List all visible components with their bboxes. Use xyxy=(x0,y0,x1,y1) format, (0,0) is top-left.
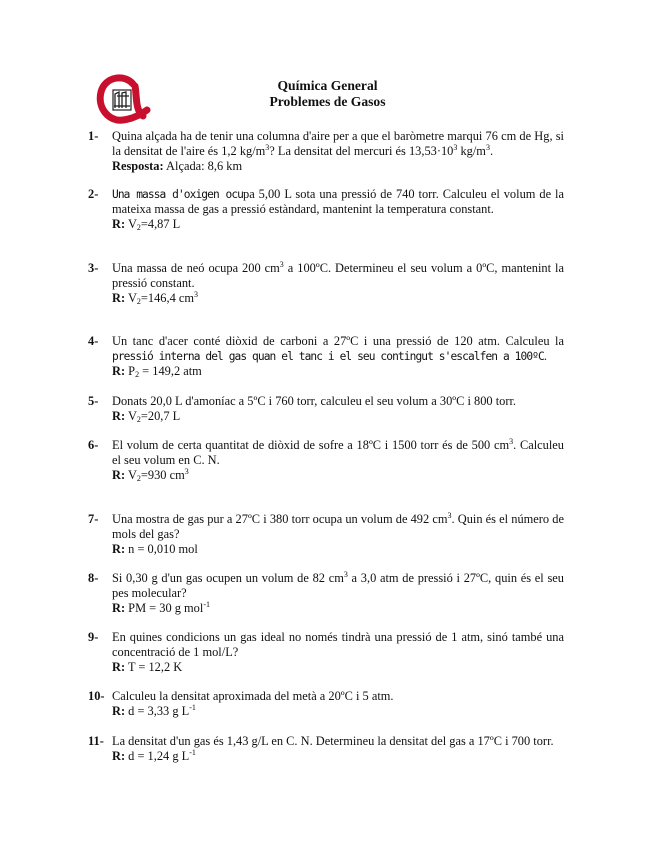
problem-number: 10- xyxy=(88,689,105,703)
problem-text: Donats 20,0 L d'amoníac a 5ºC i 760 torr, calculeu el seu volum a 30ºC i 800 torr. xyxy=(112,394,517,408)
answer: R: T = 12,2 K xyxy=(112,660,183,675)
problem-text: La densitat d'un gas és 1,43 g/L en C. N. Determineu la densitat del gas a 17ºC i 700 torr. xyxy=(112,734,554,748)
answer: R: d = 1,24 g $L^{-1}$ xyxy=(112,748,196,764)
problem-text: Quina alçada ha de tenir una columna d'aire per a que el baròmetre marqui 76 cm de Hg, si la densitat de l'aire és 1,2 $kg/m^3$? La densitat del mercuri és $13,53\cdot 10^3$ $kg/m^3$. xyxy=(112,129,564,159)
problem-6 xyxy=(88,438,564,484)
answer: R: $V_2=146,4$ $cm^3$ xyxy=(112,290,199,307)
page-subtitle: Problemes de Gasos xyxy=(269,94,386,109)
problem-5 xyxy=(88,394,564,424)
problem-number: 2- xyxy=(88,187,99,201)
page-title: Química General xyxy=(277,78,378,93)
problem-4 xyxy=(88,334,564,380)
answer: R: d = 3,33 g $L^{-1}$ xyxy=(112,703,196,719)
problem-number: 9- xyxy=(88,630,99,644)
problem-text: Si 0,30 g d'un gas ocupen un volum de 82 $cm^3$ a 3,0 atm de pressió i 27ºC, quin és el seu pes molecular? xyxy=(112,570,564,601)
answer: R: $V_2=930$ $cm^3$ xyxy=(112,467,189,484)
problem-text: Una mostra de gas pur a 27ºC i 380 torr ocupa un volum de 492 $cm^3$. Quin és el número de mols del gas? xyxy=(112,511,564,542)
problem-8 xyxy=(88,571,564,617)
problem-text: El volum de certa quantitat de diòxid de sofre a 18ºC i 1500 torr és de 500 $cm^3$. Calculeu el seu volum en C. N. xyxy=(112,437,565,468)
problem-number: 3- xyxy=(88,261,99,275)
problem-9 xyxy=(88,630,564,676)
problem-11 xyxy=(88,734,564,764)
problem-text: Una massa de neó ocupa 200 $cm^3$ a 100ºC. Determineu el seu volum a 0ºC, mantenint la pressió constant. xyxy=(112,260,564,291)
problem-number: 4- xyxy=(88,334,99,348)
problem-number: 8- xyxy=(88,571,99,585)
problem-text: Un tanc d'acer conté diòxid de carboni a 27ºC i una pressió de 120 atm. Calculeu la pressió interna del gas quan el tanc i el seu contingut s'escalfen a 100ºC. xyxy=(112,334,564,364)
problem-number: 7- xyxy=(88,512,99,526)
problem-2 xyxy=(88,187,564,233)
problem-text: Calculeu la densitat aproximada del metà a 20ºC i 5 atm. xyxy=(112,689,394,703)
problem-number: 6- xyxy=(88,438,99,452)
problem-text: Una massa d'oxigen ocupa 5,00 L sota una pressió de 740 torr. Calculeu el volum de la mateixa massa de gas a pressió estàndard, mantenint la temperatura constant. xyxy=(112,187,564,217)
problem-number: 5- xyxy=(88,394,99,408)
answer: R: PM = 30 g mol$^{-1}$ xyxy=(112,600,210,616)
problem-text: En quines condicions un gas ideal no només tindrà una pressió de 1 atm, sinó també una concentració de 1 mol/L? xyxy=(112,630,564,660)
answer: R: n = 0,010 mol xyxy=(112,542,198,557)
answer: R: $V_2=4,87$ L xyxy=(112,217,181,233)
problem-number: 11- xyxy=(88,734,104,748)
problem-1 xyxy=(88,129,564,175)
answer: Resposta: Alçada: 8,6 km xyxy=(112,159,243,174)
answer: R: $V_2=20,7$ L xyxy=(112,409,181,425)
problem-3 xyxy=(88,261,564,307)
problem-number: 1- xyxy=(88,129,99,143)
problem-10 xyxy=(88,689,564,719)
problem-7 xyxy=(88,512,564,558)
answer: R: $P_2 = 149,2$ atm xyxy=(112,364,202,380)
